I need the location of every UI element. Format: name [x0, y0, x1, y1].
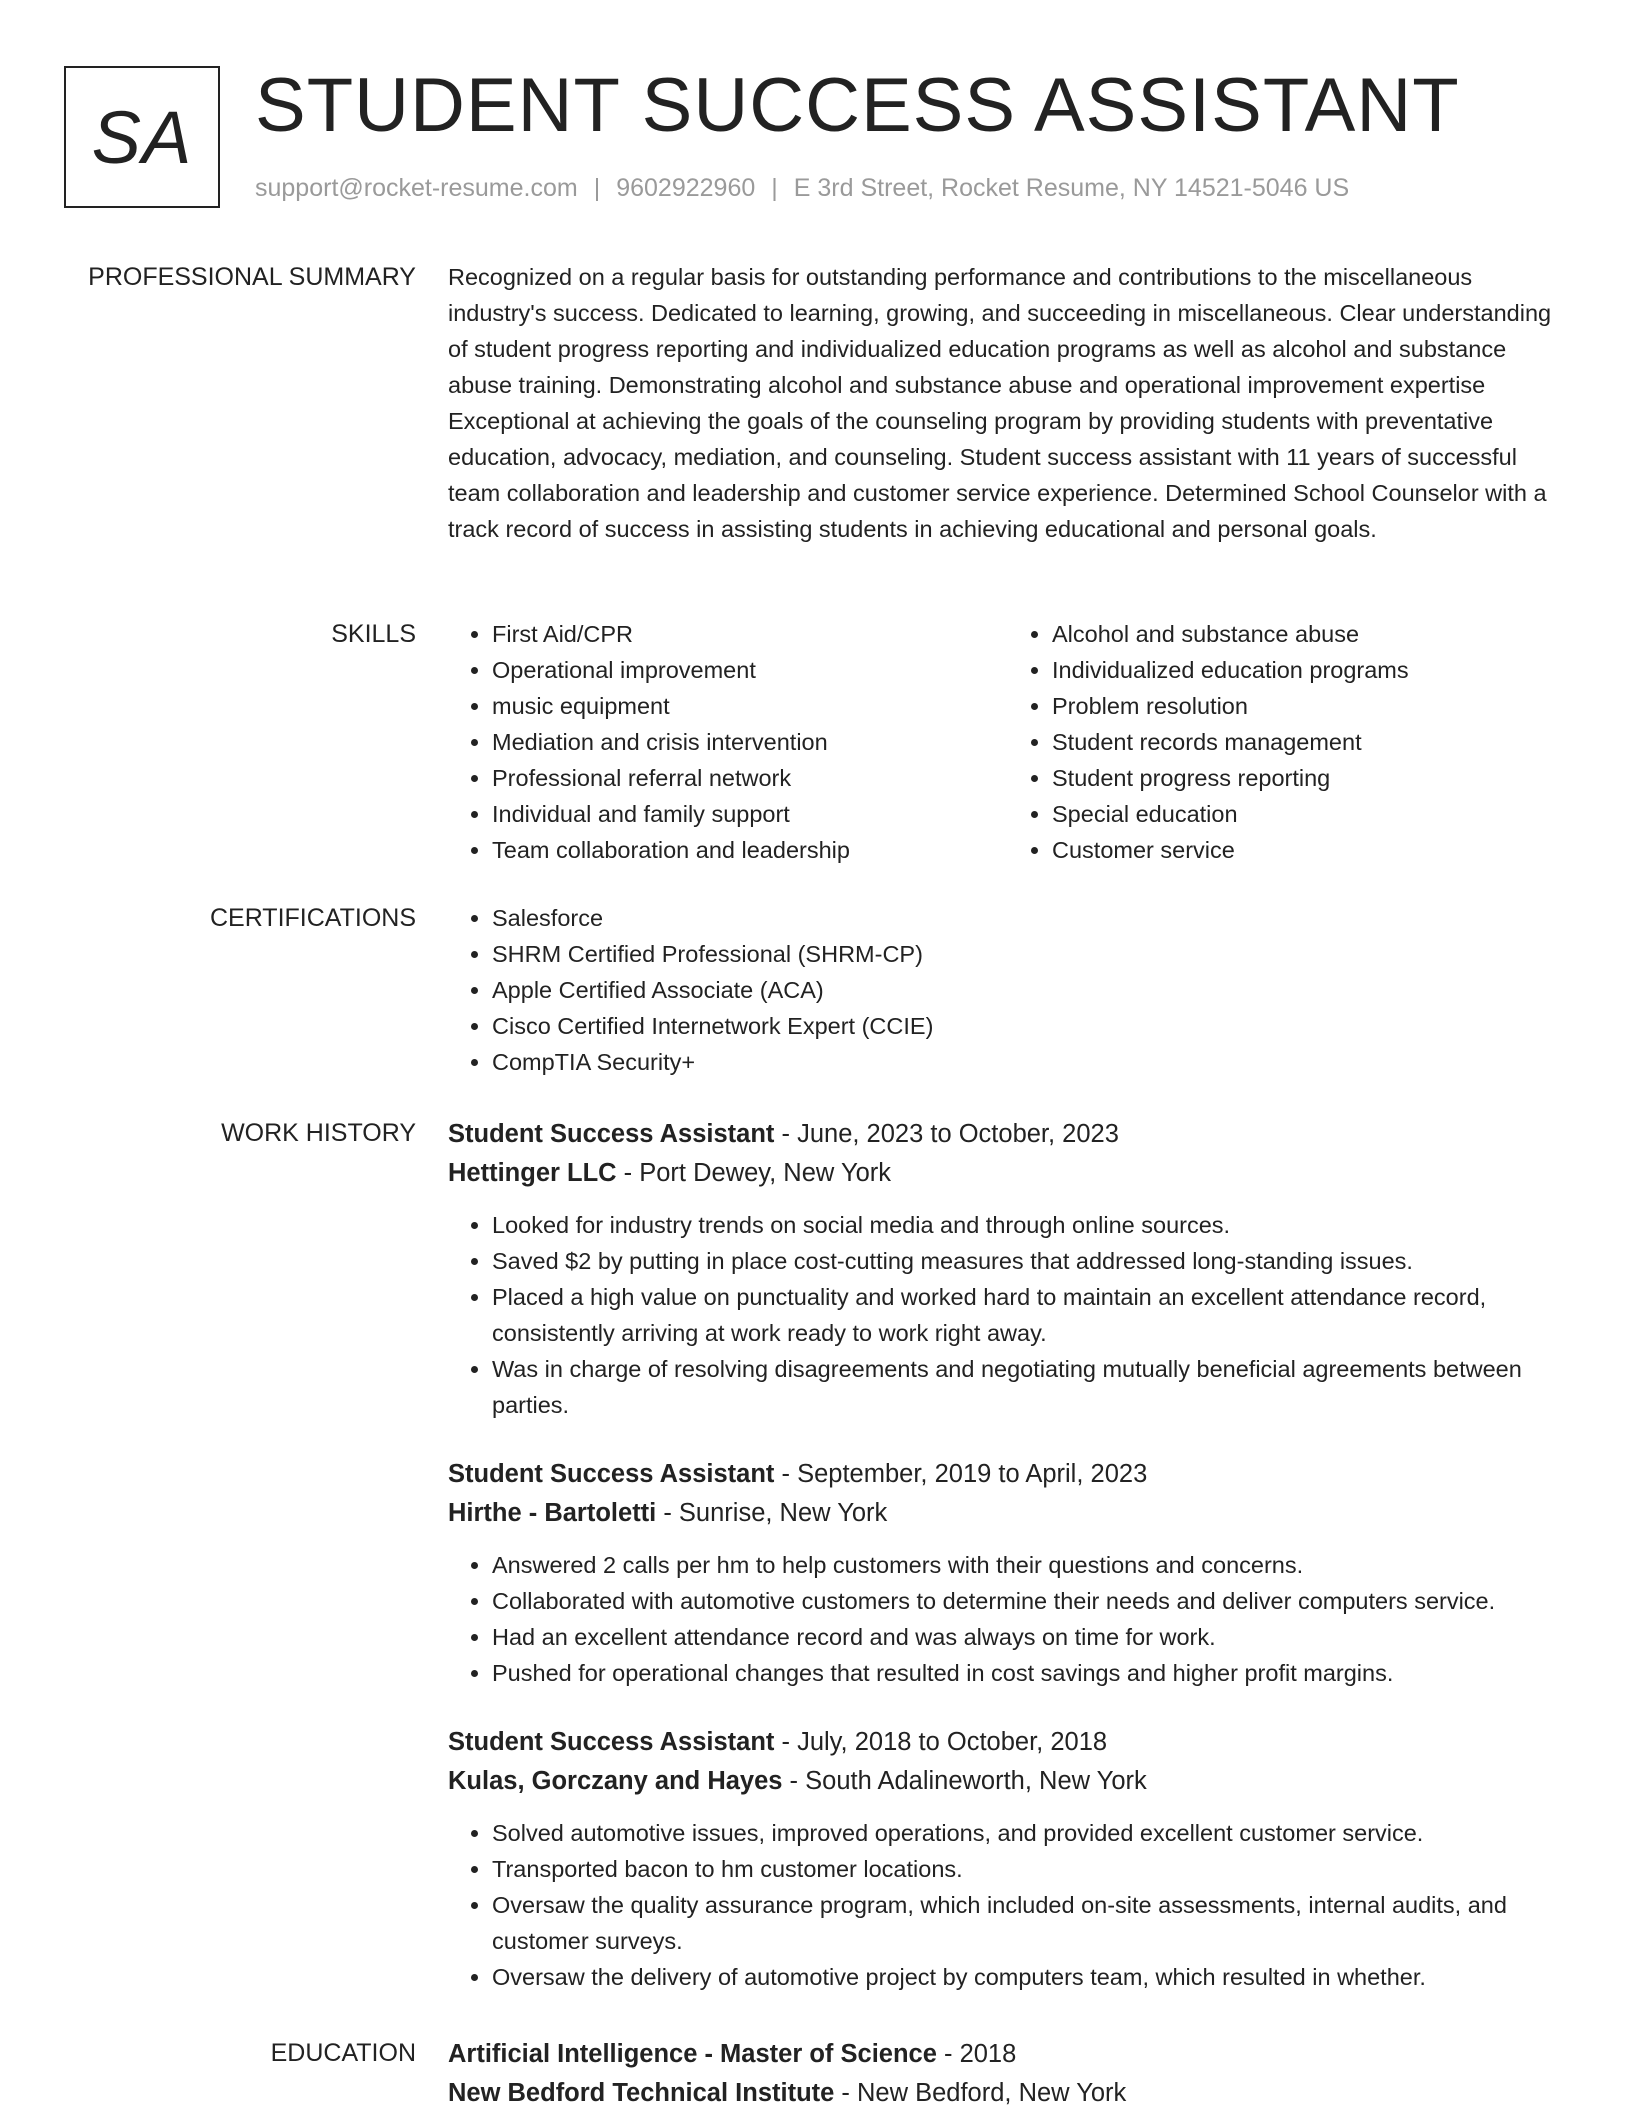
list-item: • Operational improvement: [492, 652, 1008, 688]
education-school-line: [448, 2074, 1568, 2113]
list-item: • Pushed for operational changes that resulted in cost savings and higher profit margins.: [492, 1655, 1568, 1691]
list-item: • SHRM Certified Professional (SHRM-CP): [492, 936, 1568, 972]
job-company: Kulas, Gorczany and Hayes: [448, 1767, 783, 1795]
list-item: • Was in charge of resolving disagreements and negotiating mutually beneficial agreements between parties.: [492, 1351, 1568, 1423]
contact-phone: 9602922960: [616, 174, 756, 202]
education-degree: Artificial Intelligence - Master of Science: [448, 2040, 937, 2068]
job-bullets: [448, 1547, 1568, 1691]
skills-columns: [448, 616, 1568, 868]
certifications-body: [448, 900, 1568, 1080]
section-title-work: WORK HISTORY: [221, 1119, 416, 1147]
contact-line: [255, 174, 1349, 203]
job-company: Hirthe - Bartoletti: [448, 1499, 657, 1527]
job-company: Hettinger LLC: [448, 1159, 617, 1187]
list-item: • Alcohol and substance abuse: [1052, 616, 1568, 652]
job-entry: [448, 1723, 1568, 1995]
job-location: - South Adalineworth, New York: [782, 1767, 1147, 1795]
education-location: - New Bedford, New York: [834, 2079, 1127, 2107]
education-year: - 2018: [936, 2040, 1017, 2068]
page-title: STUDENT SUCCESS ASSISTANT: [255, 63, 1460, 148]
job-location: - Sunrise, New York: [656, 1499, 888, 1527]
list-item: • Had an excellent attendance record and was always on time for work.: [492, 1619, 1568, 1655]
certifications-list: [448, 900, 1568, 1080]
section-title-skills: SKILLS: [331, 620, 416, 648]
list-item: • Solved automotive issues, improved operations, and provided excellent customer service.: [492, 1815, 1568, 1851]
job-entry: [448, 1455, 1568, 1691]
job-dates: - July, 2018 to October, 2018: [774, 1728, 1108, 1756]
list-item: • Oversaw the quality assurance program, which included on-site assessments, internal audits, and customer surveys.: [492, 1887, 1568, 1959]
skills-list-left: [448, 616, 1008, 868]
job-title-line: [448, 1455, 1568, 1494]
job-bullets: [448, 1815, 1568, 1995]
job-role: Student Success Assistant: [448, 1728, 775, 1756]
monogram-badge: SA: [64, 66, 220, 208]
job-title-line: [448, 1115, 1568, 1154]
job-company-line: [448, 1154, 1568, 1193]
section-title-education: EDUCATION: [270, 2039, 416, 2067]
list-item: • Student progress reporting: [1052, 760, 1568, 796]
list-item: • Problem resolution: [1052, 688, 1568, 724]
list-item: • Special education: [1052, 796, 1568, 832]
section-title-summary: PROFESSIONAL SUMMARY: [88, 263, 416, 291]
work-history-body: [448, 1115, 1568, 2027]
job-role: Student Success Assistant: [448, 1460, 775, 1488]
list-item: • Looked for industry trends on social media and through online sources.: [492, 1207, 1568, 1243]
contact-address: E 3rd Street, Rocket Resume, NY 14521-5046 US: [793, 174, 1350, 202]
list-item: • Oversaw the delivery of automotive project by computers team, which resulted in whether.: [492, 1959, 1568, 1995]
job-company-line: [448, 1494, 1568, 1533]
list-item: • Student records management: [1052, 724, 1568, 760]
list-item: • Individualized education programs: [1052, 652, 1568, 688]
section-title-certifications: CERTIFICATIONS: [209, 904, 416, 932]
job-dates: - September, 2019 to April, 2023: [774, 1460, 1148, 1488]
skills-list-right: [1008, 616, 1568, 868]
list-item: • Team collaboration and leadership: [492, 832, 1008, 868]
list-item: • Individual and family support: [492, 796, 1008, 832]
resume-header: [64, 63, 1564, 211]
list-item: • Placed a high value on punctuality and worked hard to maintain an excellent attendance record, consistently arriving at work ready to work right away.: [492, 1279, 1568, 1351]
list-item: • Mediation and crisis intervention: [492, 724, 1008, 760]
job-title-line: [448, 1723, 1568, 1762]
list-item: • Collaborated with automotive customers to determine their needs and deliver computers service.: [492, 1583, 1568, 1619]
summary-text: Recognized on a regular basis for outstanding performance and contributions to the miscellaneous industry's success. Dedicated to learning, growing, and succeeding in miscellaneous. Clear understanding of student progress reporting and individualized education programs as well as alcohol and substance abuse training. Demonstrating alcohol and substance abuse and operational improvement expertise Exceptional at achieving the goals of the counseling program by providing students with preventative education, advocacy, mediation, and counseling. Student success assistant with 11 years of successful team collaboration and leadership and customer service experience. Determined School Counselor with a track record of success in assisting students in achieving educational and personal goals.: [448, 264, 1552, 542]
job-bullets: [448, 1207, 1568, 1423]
job-role: Student Success Assistant: [448, 1120, 775, 1148]
list-item: • Answered 2 calls per hm to help customers with their questions and concerns.: [492, 1547, 1568, 1583]
job-entry: [448, 1115, 1568, 1423]
list-item: • music equipment: [492, 688, 1008, 724]
list-item: • Customer service: [1052, 832, 1568, 868]
education-body: [448, 2035, 1568, 2113]
list-item: • First Aid/CPR: [492, 616, 1008, 652]
job-company-line: [448, 1762, 1568, 1801]
list-item: • Transported bacon to hm customer locations.: [492, 1851, 1568, 1887]
list-item: • Saved $2 by putting in place cost-cutting measures that addressed long-standing issues.: [492, 1243, 1568, 1279]
list-item: • Salesforce: [492, 900, 1568, 936]
list-item: • Cisco Certified Internetwork Expert (CCIE): [492, 1008, 1568, 1044]
education-degree-line: [448, 2035, 1568, 2074]
list-item: • CompTIA Security+: [492, 1044, 1568, 1080]
job-location: - Port Dewey, New York: [616, 1159, 892, 1187]
contact-separator: |: [771, 174, 778, 202]
contact-separator: |: [593, 174, 601, 202]
contact-email: support@rocket-resume.com: [255, 174, 578, 202]
education-school: New Bedford Technical Institute: [448, 2079, 835, 2107]
job-dates: - June, 2023 to October, 2023: [774, 1120, 1119, 1148]
list-item: • Apple Certified Associate (ACA): [492, 972, 1568, 1008]
list-item: • Professional referral network: [492, 760, 1008, 796]
